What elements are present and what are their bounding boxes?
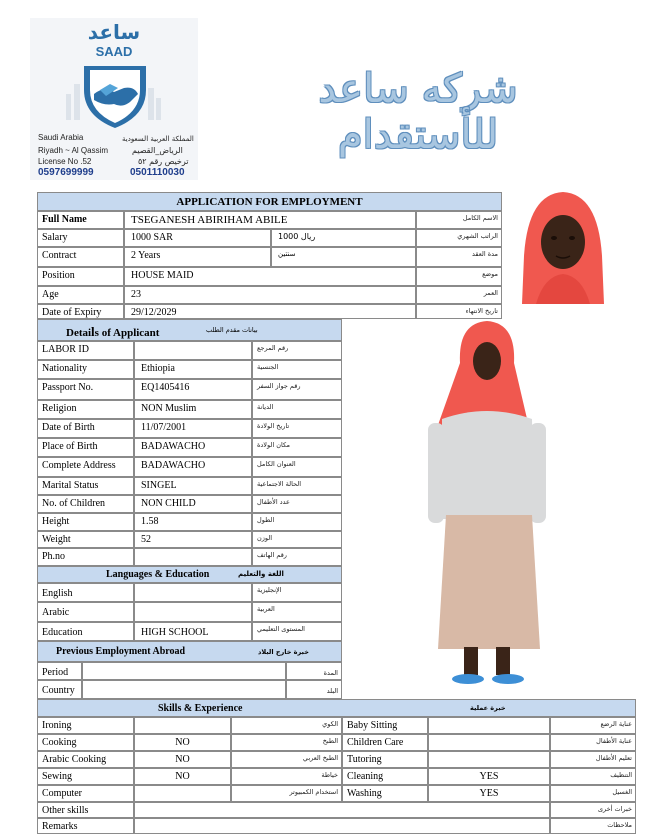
remarks-value (134, 818, 550, 834)
skill-right-value: YES (428, 785, 550, 802)
skill-left-label: Computer (37, 785, 134, 802)
remarks-label: Remarks (37, 818, 134, 834)
skills-title-en: Skills & Experience (158, 703, 243, 714)
previous-row-value (82, 680, 286, 699)
skill-right-value (428, 717, 550, 734)
skill-right-ar-label: عناية الرضع (550, 717, 636, 734)
details-title-en: Details of Applicant (66, 324, 160, 339)
contract-value: 2 Years (124, 247, 271, 267)
previous-row-value (82, 662, 286, 680)
expiry-ar-label: تاريخ الانتهاء (416, 304, 502, 319)
details-row-ar-label: رقم جواز السفر (252, 379, 342, 400)
position-ar-label: موضع (416, 267, 502, 286)
applicant-face-photo (514, 186, 612, 304)
details-row-value: 1.58 (134, 513, 252, 531)
skill-right-ar-label: الغسيل (550, 785, 636, 802)
details-row-label: LABOR ID (37, 341, 134, 360)
salary-ar-label: الراتب الشهري (416, 229, 502, 247)
logo-arabic-name: ساعد (87, 20, 141, 44)
details-row-ar-label: الديانة (252, 400, 342, 419)
contract-value-ar: سنتين (271, 247, 416, 267)
details-row-label: Place of Birth (37, 438, 134, 457)
language-row-value (134, 602, 252, 622)
logo-phone-1: 0597699999 (38, 167, 94, 178)
skill-left-value: NO (134, 751, 231, 768)
skill-left-value (134, 785, 231, 802)
previous-row-ar-label: المدة (286, 662, 342, 680)
salary-value: 1000 SAR (124, 229, 271, 247)
previous-title-en: Previous Employment Abroad (56, 646, 186, 657)
details-row-label: Ph.no (37, 548, 134, 566)
logo-english-name: SAAD (95, 44, 133, 59)
previous-employment-header (37, 641, 342, 662)
details-row-value: 52 (134, 531, 252, 548)
skill-left-ar-label: الكوي (231, 717, 342, 734)
skill-left-label: Arabic Cooking (37, 751, 134, 768)
details-row-value: BADAWACHO (134, 438, 252, 457)
details-row-ar-label: رقم المرجع (252, 341, 342, 360)
skill-left-label: Sewing (37, 768, 134, 785)
language-row-value (134, 583, 252, 602)
language-row-ar-label: المستوى التعليمي (252, 622, 342, 641)
skill-left-value: NO (134, 768, 231, 785)
agency-logo (30, 18, 198, 180)
skill-right-ar-label: التنظيف (550, 768, 636, 785)
skill-left-label: Ironing (37, 717, 134, 734)
skill-left-ar-label: استخدام الكمبيوتر (231, 785, 342, 802)
details-row-value (134, 341, 252, 360)
skill-left-label: Cooking (37, 734, 134, 751)
details-row-ar-label: الطول (252, 513, 342, 531)
language-row-label: English (37, 583, 134, 602)
details-row-label: Marital Status (37, 477, 134, 495)
details-row-label: Nationality (37, 360, 134, 379)
remarks-ar-label: ملاحظات (550, 818, 636, 834)
applicant-portrait-icon (514, 186, 612, 304)
previous-row-label: Period (37, 662, 82, 680)
details-row-ar-label: رقم الهاتف (252, 548, 342, 566)
company-name: شركه ساعد للأستقدام (318, 66, 518, 158)
details-row-label: Weight (37, 531, 134, 548)
languages-title-en: Languages & Education (106, 569, 210, 580)
full-name-label: Full Name (37, 211, 124, 229)
expiry-value: 29/12/2029 (124, 304, 416, 319)
language-row-label: Arabic (37, 602, 134, 622)
languages-title-ar: اللغة والتعليم (238, 570, 284, 578)
skill-right-value: YES (428, 768, 550, 785)
details-row-ar-label: العنوان الكامل (252, 457, 342, 477)
other-skills-ar-label: خبرات أخرى (550, 802, 636, 818)
skill-left-value (134, 717, 231, 734)
contract-ar-label: مدة العقد (416, 247, 502, 267)
skill-left-value: NO (134, 734, 231, 751)
language-row-ar-label: الإنجليزية (252, 583, 342, 602)
age-ar-label: العمر (416, 286, 502, 304)
details-row-ar-label: الجنسية (252, 360, 342, 379)
details-row-label: Passport No. (37, 379, 134, 400)
skill-left-ar-label: خياطة (231, 768, 342, 785)
other-skills-label: Other skills (37, 802, 134, 818)
previous-row-label: Country (37, 680, 82, 699)
salary-value-ar: 1000 ريال (271, 229, 416, 247)
skill-right-label: Cleaning (342, 768, 428, 785)
logo-city-ar: الرياض_القصيم (132, 146, 183, 155)
logo-country-en: Saudi Arabia (38, 133, 84, 142)
details-row-value: EQ1405416 (134, 379, 252, 400)
skill-left-ar-label: الطبخ العربي (231, 751, 342, 768)
skill-right-label: Baby Sitting (342, 717, 428, 734)
age-label: Age (37, 286, 124, 304)
logo-country-ar: المملكة العربية السعودية (122, 135, 194, 143)
contract-label: Contract (37, 247, 124, 267)
details-row-value: Ethiopia (134, 360, 252, 379)
language-row-label: Education (37, 622, 134, 641)
applicant-full-body-icon (342, 319, 657, 698)
skill-right-ar-label: عناية الأطفال (550, 734, 636, 751)
logo-license-en: License No .52 (38, 157, 92, 166)
previous-row-ar-label: البلد (286, 680, 342, 699)
details-row-ar-label: تاريخ الولادة (252, 419, 342, 438)
details-title-ar: بيانات مقدم الطلب (206, 326, 258, 334)
skills-header (37, 699, 636, 717)
details-row-value (134, 548, 252, 566)
age-value: 23 (124, 286, 416, 304)
details-row-value: BADAWACHO (134, 457, 252, 477)
logo-city-en: Riyadh ~ Al Qassim (38, 146, 109, 155)
details-row-value: SINGEL (134, 477, 252, 495)
details-row-ar-label: مكان الولادة (252, 438, 342, 457)
previous-title-ar: خبرة خارج البلاد (258, 648, 309, 656)
skill-right-label: Tutoring (342, 751, 428, 768)
full-name-ar-label: الاسم الكامل (416, 211, 502, 229)
logo-license-ar: ترخيص رقم ٥٢ (138, 157, 189, 166)
details-row-label: Complete Address (37, 457, 134, 477)
details-row-label: Date of Birth (37, 419, 134, 438)
applicant-full-photo (342, 319, 657, 698)
details-row-ar-label: الوزن (252, 531, 342, 548)
details-row-value: 11/07/2001 (134, 419, 252, 438)
language-row-value: HIGH SCHOOL (134, 622, 252, 641)
details-row-ar-label: عدد الأطفال (252, 495, 342, 513)
skill-right-ar-label: تعليم الأطفال (550, 751, 636, 768)
skill-right-value (428, 734, 550, 751)
details-row-ar-label: الحالة الاجتماعية (252, 477, 342, 495)
form-title: APPLICATION FOR EMPLOYMENT (37, 192, 502, 211)
skill-left-ar-label: الطبخ (231, 734, 342, 751)
details-row-value: NON CHILD (134, 495, 252, 513)
details-header (37, 319, 342, 341)
languages-header (37, 566, 342, 583)
full-name-value: TSEGANESH ABIRIHAM ABILE (124, 211, 416, 229)
position-label: Position (37, 267, 124, 286)
skill-right-label: Children Care (342, 734, 428, 751)
position-value: HOUSE MAID (124, 267, 416, 286)
details-row-label: No. of Children (37, 495, 134, 513)
skills-title-ar: خبرة عملية (470, 704, 506, 712)
details-row-value: NON Muslim (134, 400, 252, 419)
salary-label: Salary (37, 229, 124, 247)
skill-right-value (428, 751, 550, 768)
logo-phone-2: 0501110030 (130, 167, 185, 178)
details-row-label: Religion (37, 400, 134, 419)
skill-right-label: Washing (342, 785, 428, 802)
expiry-label: Date of Expiry (37, 304, 124, 319)
language-row-ar-label: العربية (252, 602, 342, 622)
handshake-shield-icon (60, 60, 170, 132)
other-skills-value (134, 802, 550, 818)
details-row-label: Height (37, 513, 134, 531)
